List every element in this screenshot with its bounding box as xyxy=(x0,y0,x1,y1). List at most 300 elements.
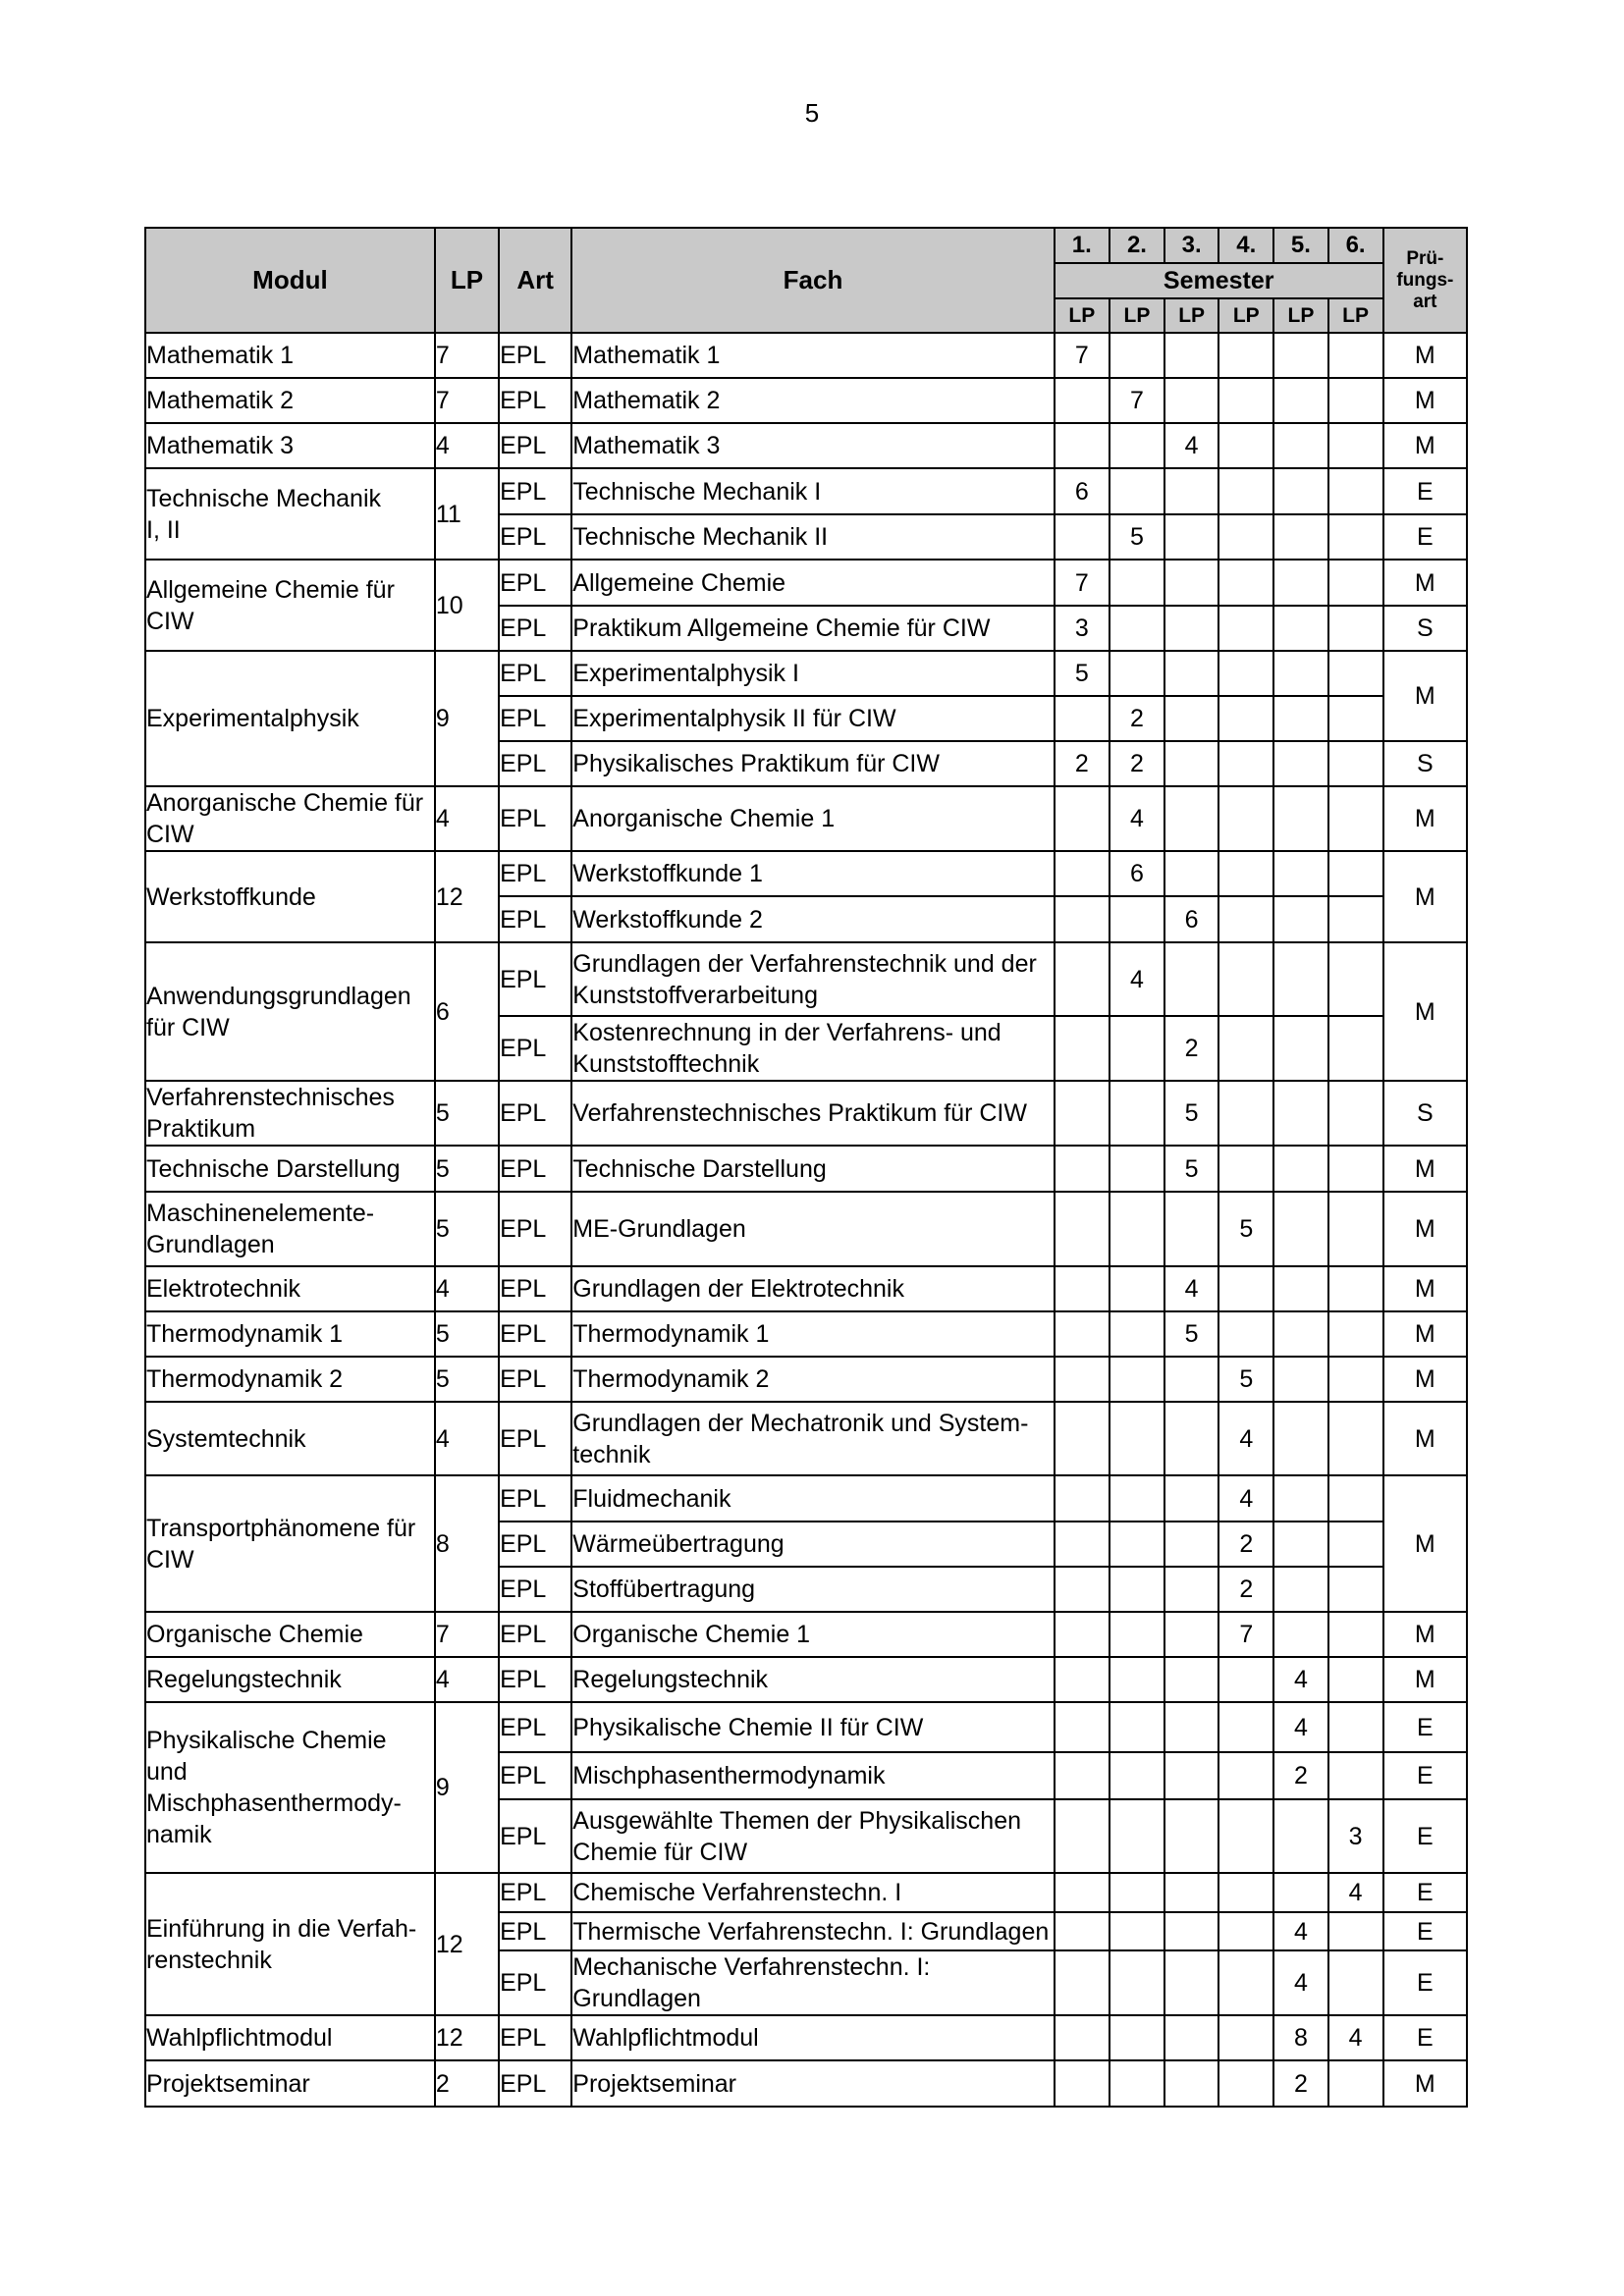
table-row xyxy=(145,333,1467,378)
modul-cell: Physikalische Chemie und Mischphasenthermody- namik xyxy=(145,1702,435,1873)
semester-lp-cell xyxy=(1055,851,1110,896)
semester-lp-cell xyxy=(1273,560,1327,606)
semester-lp-cell xyxy=(1273,606,1327,651)
semester-lp-cell: 7 xyxy=(1218,1612,1273,1657)
table-row xyxy=(145,1146,1467,1192)
header-semester-number: 6. xyxy=(1328,228,1383,263)
semester-lp-cell xyxy=(1164,1752,1218,1799)
semester-lp-cell xyxy=(1328,468,1383,514)
semester-lp-cell xyxy=(1328,1311,1383,1357)
pruefungsart-cell: E xyxy=(1383,1950,1467,2015)
semester-lp-cell xyxy=(1273,696,1327,741)
semester-lp-cell xyxy=(1218,651,1273,696)
semester-lp-cell xyxy=(1273,333,1327,378)
art-cell: EPL xyxy=(499,1402,571,1475)
semester-lp-cell: 5 xyxy=(1218,1192,1273,1266)
semester-lp-cell: 4 xyxy=(1164,1266,1218,1311)
fach-cell: Grundlagen der Verfahrenstechnik und der Kunststoffverarbeitung xyxy=(571,942,1054,1016)
table-row xyxy=(145,1475,1467,1522)
semester-lp-cell: 4 xyxy=(1164,423,1218,468)
semester-lp-cell xyxy=(1055,1702,1110,1752)
modul-lp-cell: 4 xyxy=(435,1402,499,1475)
semester-lp-cell xyxy=(1055,1081,1110,1146)
fach-cell: Thermische Verfahrenstechn. I: Grundlagen xyxy=(571,1912,1054,1950)
table-row xyxy=(145,1873,1467,1912)
semester-lp-cell xyxy=(1110,1402,1164,1475)
semester-lp-cell xyxy=(1273,786,1327,851)
semester-lp-cell xyxy=(1328,741,1383,786)
semester-lp-cell xyxy=(1110,1266,1164,1311)
semester-lp-cell: 2 xyxy=(1110,741,1164,786)
semester-lp-cell xyxy=(1218,1266,1273,1311)
modul-lp-cell: 12 xyxy=(435,2015,499,2060)
modul-cell: Thermodynamik 2 xyxy=(145,1357,435,1402)
modul-lp-cell: 6 xyxy=(435,942,499,1081)
semester-lp-cell xyxy=(1328,896,1383,942)
table-row xyxy=(145,1081,1467,1146)
semester-lp-cell xyxy=(1055,1402,1110,1475)
art-cell: EPL xyxy=(499,1752,571,1799)
modul-lp-cell: 4 xyxy=(435,1266,499,1311)
semester-lp-cell: 7 xyxy=(1110,378,1164,423)
semester-lp-cell xyxy=(1055,1912,1110,1950)
pruefungsart-cell: E xyxy=(1383,1799,1467,1873)
semester-lp-cell xyxy=(1328,514,1383,560)
semester-lp-cell: 4 xyxy=(1328,2015,1383,2060)
modul-cell: Organische Chemie xyxy=(145,1612,435,1657)
semester-lp-cell xyxy=(1218,896,1273,942)
semester-lp-cell xyxy=(1218,468,1273,514)
fach-cell: Mechanische Verfahrenstechn. I: Grundlagen xyxy=(571,1950,1054,2015)
semester-lp-cell: 4 xyxy=(1110,786,1164,851)
fach-cell: Grundlagen der Mechatronik und System- technik xyxy=(571,1402,1054,1475)
pruefungsart-cell: M xyxy=(1383,1657,1467,1702)
art-cell: EPL xyxy=(499,2015,571,2060)
modul-lp-cell: 10 xyxy=(435,560,499,651)
art-cell: EPL xyxy=(499,1702,571,1752)
semester-lp-cell xyxy=(1055,1567,1110,1612)
semester-lp-cell xyxy=(1273,1402,1327,1475)
art-cell: EPL xyxy=(499,851,571,896)
semester-lp-cell xyxy=(1055,1522,1110,1567)
semester-lp-cell: 4 xyxy=(1328,1873,1383,1912)
semester-lp-cell: 6 xyxy=(1055,468,1110,514)
semester-lp-cell xyxy=(1218,1311,1273,1357)
header-semester-lp: LP xyxy=(1110,298,1164,333)
table-row xyxy=(145,1657,1467,1702)
art-cell: EPL xyxy=(499,1081,571,1146)
semester-lp-cell: 5 xyxy=(1164,1146,1218,1192)
semester-lp-cell xyxy=(1328,1752,1383,1799)
semester-lp-cell: 4 xyxy=(1218,1475,1273,1522)
semester-lp-cell xyxy=(1328,606,1383,651)
modul-cell: Mathematik 2 xyxy=(145,378,435,423)
semester-lp-cell: 5 xyxy=(1164,1311,1218,1357)
pruefungsart-cell: E xyxy=(1383,1912,1467,1950)
modul-lp-cell: 5 xyxy=(435,1081,499,1146)
semester-lp-cell xyxy=(1273,1873,1327,1912)
semester-lp-cell xyxy=(1164,1402,1218,1475)
modul-cell: Projektseminar xyxy=(145,2060,435,2107)
semester-lp-cell xyxy=(1218,1799,1273,1873)
table-body xyxy=(145,333,1467,2107)
header-semester-lp: LP xyxy=(1164,298,1218,333)
semester-lp-cell xyxy=(1110,333,1164,378)
fach-cell: Mischphasenthermodynamik xyxy=(571,1752,1054,1799)
semester-lp-cell xyxy=(1218,942,1273,1016)
modul-lp-cell: 8 xyxy=(435,1475,499,1612)
modul-cell: Wahlpflichtmodul xyxy=(145,2015,435,2060)
semester-lp-cell xyxy=(1273,514,1327,560)
fach-cell: Werkstoffkunde 2 xyxy=(571,896,1054,942)
semester-lp-cell: 2 xyxy=(1110,696,1164,741)
semester-lp-cell: 5 xyxy=(1218,1357,1273,1402)
table-row xyxy=(145,1357,1467,1402)
semester-lp-cell xyxy=(1055,1657,1110,1702)
semester-lp-cell xyxy=(1110,1081,1164,1146)
semester-lp-cell xyxy=(1328,423,1383,468)
semester-lp-cell xyxy=(1164,560,1218,606)
table-row xyxy=(145,786,1467,851)
semester-lp-cell xyxy=(1164,333,1218,378)
semester-lp-cell xyxy=(1328,1357,1383,1402)
semester-lp-cell xyxy=(1055,2015,1110,2060)
semester-lp-cell xyxy=(1110,1475,1164,1522)
semester-lp-cell xyxy=(1273,1612,1327,1657)
fach-cell: ME-Grundlagen xyxy=(571,1192,1054,1266)
semester-lp-cell: 2 xyxy=(1164,1016,1218,1081)
semester-lp-cell xyxy=(1218,514,1273,560)
semester-lp-cell xyxy=(1273,378,1327,423)
pruefungsart-cell: M xyxy=(1383,1192,1467,1266)
semester-lp-cell xyxy=(1218,696,1273,741)
semester-lp-cell xyxy=(1055,423,1110,468)
header-semester-lp: LP xyxy=(1273,298,1327,333)
header-semester-lp: LP xyxy=(1218,298,1273,333)
table-row xyxy=(145,1402,1467,1475)
header-semester-number: 2. xyxy=(1110,228,1164,263)
fach-cell: Organische Chemie 1 xyxy=(571,1612,1054,1657)
semester-lp-cell xyxy=(1110,1357,1164,1402)
fach-cell: Physikalisches Praktikum für CIW xyxy=(571,741,1054,786)
table-row xyxy=(145,1311,1467,1357)
semester-lp-cell xyxy=(1164,696,1218,741)
semester-lp-cell xyxy=(1273,896,1327,942)
modul-cell: Technische Mechanik I, II xyxy=(145,468,435,560)
pruefungsart-cell: M xyxy=(1383,1475,1467,1612)
pruefungsart-cell: M xyxy=(1383,1402,1467,1475)
semester-lp-cell xyxy=(1218,1081,1273,1146)
semester-lp-cell: 5 xyxy=(1055,651,1110,696)
art-cell: EPL xyxy=(499,423,571,468)
art-cell: EPL xyxy=(499,378,571,423)
semester-lp-cell xyxy=(1164,2015,1218,2060)
semester-lp-cell xyxy=(1055,1146,1110,1192)
semester-lp-cell xyxy=(1055,514,1110,560)
semester-lp-cell xyxy=(1164,1873,1218,1912)
semester-lp-cell xyxy=(1110,1567,1164,1612)
semester-lp-cell xyxy=(1164,1950,1218,2015)
semester-lp-cell xyxy=(1218,1950,1273,2015)
semester-lp-cell xyxy=(1273,1357,1327,1402)
header-semester-number: 1. xyxy=(1055,228,1110,263)
modul-cell: Anwendungsgrundlagen für CIW xyxy=(145,942,435,1081)
semester-lp-cell: 7 xyxy=(1055,333,1110,378)
semester-lp-cell xyxy=(1164,514,1218,560)
semester-lp-cell xyxy=(1164,1912,1218,1950)
modul-cell: Werkstoffkunde xyxy=(145,851,435,942)
modul-lp-cell: 9 xyxy=(435,651,499,786)
fach-cell: Stoffübertragung xyxy=(571,1567,1054,1612)
semester-lp-cell xyxy=(1218,378,1273,423)
header-semester-lp: LP xyxy=(1328,298,1383,333)
fach-cell: Experimentalphysik II für CIW xyxy=(571,696,1054,741)
modul-lp-cell: 9 xyxy=(435,1702,499,1873)
semester-lp-cell xyxy=(1328,1402,1383,1475)
modul-cell: Mathematik 1 xyxy=(145,333,435,378)
semester-lp-cell xyxy=(1055,1266,1110,1311)
art-cell: EPL xyxy=(499,651,571,696)
pruefungsart-cell: M xyxy=(1383,1357,1467,1402)
fach-cell: Allgemeine Chemie xyxy=(571,560,1054,606)
modul-lp-cell: 12 xyxy=(435,1873,499,2015)
semester-lp-cell xyxy=(1328,942,1383,1016)
curriculum-table xyxy=(144,227,1468,2108)
semester-lp-cell: 5 xyxy=(1110,514,1164,560)
semester-lp-cell xyxy=(1055,1192,1110,1266)
semester-lp-cell xyxy=(1055,1799,1110,1873)
semester-lp-cell xyxy=(1110,468,1164,514)
table-row xyxy=(145,560,1467,606)
fach-cell: Thermodynamik 1 xyxy=(571,1311,1054,1357)
semester-lp-cell xyxy=(1110,1612,1164,1657)
semester-lp-cell xyxy=(1164,741,1218,786)
art-cell: EPL xyxy=(499,896,571,942)
semester-lp-cell xyxy=(1164,851,1218,896)
semester-lp-cell: 8 xyxy=(1273,2015,1327,2060)
table-row xyxy=(145,423,1467,468)
fach-cell: Technische Mechanik II xyxy=(571,514,1054,560)
art-cell: EPL xyxy=(499,786,571,851)
pruefungsart-cell: E xyxy=(1383,1873,1467,1912)
pruefungsart-cell: M xyxy=(1383,1146,1467,1192)
semester-lp-cell: 4 xyxy=(1273,1657,1327,1702)
semester-lp-cell xyxy=(1328,1146,1383,1192)
semester-lp-cell: 3 xyxy=(1055,606,1110,651)
modul-lp-cell: 5 xyxy=(435,1146,499,1192)
art-cell: EPL xyxy=(499,1567,571,1612)
semester-lp-cell xyxy=(1110,1522,1164,1567)
pruefungsart-cell: M xyxy=(1383,1612,1467,1657)
table-row xyxy=(145,2015,1467,2060)
semester-lp-cell xyxy=(1055,1873,1110,1912)
table-row xyxy=(145,468,1467,514)
modul-cell: Einführung in die Verfah- renstechnik xyxy=(145,1873,435,2015)
art-cell: EPL xyxy=(499,1266,571,1311)
semester-lp-cell xyxy=(1273,468,1327,514)
modul-cell: Technische Darstellung xyxy=(145,1146,435,1192)
semester-lp-cell xyxy=(1273,1311,1327,1357)
semester-lp-cell xyxy=(1110,423,1164,468)
semester-lp-cell xyxy=(1164,468,1218,514)
table-header xyxy=(145,228,1467,333)
semester-lp-cell: 4 xyxy=(1273,1912,1327,1950)
semester-lp-cell xyxy=(1164,1522,1218,1567)
semester-lp-cell xyxy=(1110,896,1164,942)
fach-cell: Physikalische Chemie II für CIW xyxy=(571,1702,1054,1752)
pruefungsart-cell: E xyxy=(1383,1702,1467,1752)
semester-lp-cell xyxy=(1328,378,1383,423)
semester-lp-cell xyxy=(1273,1475,1327,1522)
semester-lp-cell xyxy=(1328,1950,1383,2015)
semester-lp-cell xyxy=(1273,423,1327,468)
semester-lp-cell xyxy=(1055,1475,1110,1522)
header-semester-number: 5. xyxy=(1273,228,1327,263)
semester-lp-cell xyxy=(1273,851,1327,896)
pruefungsart-cell: S xyxy=(1383,1081,1467,1146)
fach-cell: Praktikum Allgemeine Chemie für CIW xyxy=(571,606,1054,651)
pruefungsart-cell: M xyxy=(1383,651,1467,741)
semester-lp-cell xyxy=(1110,2060,1164,2107)
fach-cell: Technische Mechanik I xyxy=(571,468,1054,514)
semester-lp-cell xyxy=(1110,1873,1164,1912)
header-semester-number: 4. xyxy=(1218,228,1273,263)
semester-lp-cell xyxy=(1218,851,1273,896)
semester-lp-cell xyxy=(1273,1266,1327,1311)
semester-lp-cell xyxy=(1328,1266,1383,1311)
semester-lp-cell xyxy=(1328,1612,1383,1657)
semester-lp-cell xyxy=(1273,1192,1327,1266)
pruefungsart-cell: M xyxy=(1383,1311,1467,1357)
modul-lp-cell: 5 xyxy=(435,1311,499,1357)
modul-cell: Systemtechnik xyxy=(145,1402,435,1475)
semester-lp-cell xyxy=(1055,1311,1110,1357)
semester-lp-cell xyxy=(1218,1912,1273,1950)
semester-lp-cell xyxy=(1218,741,1273,786)
semester-lp-cell: 4 xyxy=(1273,1950,1327,2015)
fach-cell: Grundlagen der Elektrotechnik xyxy=(571,1266,1054,1311)
pruefungsart-cell: M xyxy=(1383,2060,1467,2107)
table-row xyxy=(145,851,1467,896)
modul-lp-cell: 11 xyxy=(435,468,499,560)
fach-cell: Anorganische Chemie 1 xyxy=(571,786,1054,851)
semester-lp-cell xyxy=(1055,1950,1110,2015)
semester-lp-cell xyxy=(1055,378,1110,423)
semester-lp-cell: 4 xyxy=(1218,1402,1273,1475)
fach-cell: Fluidmechanik xyxy=(571,1475,1054,1522)
semester-lp-cell xyxy=(1218,1752,1273,1799)
semester-lp-cell xyxy=(1273,1081,1327,1146)
table-row xyxy=(145,1702,1467,1752)
semester-lp-cell xyxy=(1164,1357,1218,1402)
pruefungsart-cell: E xyxy=(1383,2015,1467,2060)
semester-lp-cell xyxy=(1273,1522,1327,1567)
modul-lp-cell: 2 xyxy=(435,2060,499,2107)
pruefungsart-cell: M xyxy=(1383,378,1467,423)
semester-lp-cell xyxy=(1055,1357,1110,1402)
semester-lp-cell: 7 xyxy=(1055,560,1110,606)
art-cell: EPL xyxy=(499,1311,571,1357)
semester-lp-cell xyxy=(1218,786,1273,851)
modul-cell: Experimentalphysik xyxy=(145,651,435,786)
semester-lp-cell xyxy=(1328,1912,1383,1950)
semester-lp-cell: 5 xyxy=(1164,1081,1218,1146)
fach-cell: Ausgewählte Themen der Physikalischen Chemie für CIW xyxy=(571,1799,1054,1873)
semester-lp-cell xyxy=(1164,1799,1218,1873)
art-cell: EPL xyxy=(499,1950,571,2015)
modul-lp-cell: 12 xyxy=(435,851,499,942)
semester-lp-cell: 2 xyxy=(1273,2060,1327,2107)
modul-lp-cell: 4 xyxy=(435,786,499,851)
semester-lp-cell xyxy=(1110,1192,1164,1266)
semester-lp-cell: 3 xyxy=(1328,1799,1383,1873)
semester-lp-cell xyxy=(1218,2060,1273,2107)
semester-lp-cell xyxy=(1328,560,1383,606)
pruefungsart-cell: E xyxy=(1383,514,1467,560)
semester-lp-cell xyxy=(1218,1873,1273,1912)
fach-cell: Experimentalphysik I xyxy=(571,651,1054,696)
header-art: Art xyxy=(499,228,571,333)
semester-lp-cell xyxy=(1328,1567,1383,1612)
pruefungsart-cell: M xyxy=(1383,560,1467,606)
semester-lp-cell xyxy=(1328,2060,1383,2107)
semester-lp-cell: 6 xyxy=(1164,896,1218,942)
modul-lp-cell: 5 xyxy=(435,1192,499,1266)
semester-lp-cell xyxy=(1055,942,1110,1016)
semester-lp-cell xyxy=(1164,1657,1218,1702)
art-cell: EPL xyxy=(499,333,571,378)
fach-cell: Chemische Verfahrenstechn. I xyxy=(571,1873,1054,1912)
semester-lp-cell xyxy=(1328,1081,1383,1146)
art-cell: EPL xyxy=(499,2060,571,2107)
modul-cell: Allgemeine Chemie für CIW xyxy=(145,560,435,651)
modul-lp-cell: 5 xyxy=(435,1357,499,1402)
modul-lp-cell: 7 xyxy=(435,378,499,423)
semester-lp-cell xyxy=(1218,1657,1273,1702)
semester-lp-cell xyxy=(1328,651,1383,696)
semester-lp-cell xyxy=(1164,2060,1218,2107)
art-cell: EPL xyxy=(499,1612,571,1657)
header-fach: Fach xyxy=(571,228,1054,333)
pruefungsart-cell: S xyxy=(1383,606,1467,651)
semester-lp-cell xyxy=(1110,2015,1164,2060)
semester-lp-cell xyxy=(1055,1612,1110,1657)
semester-lp-cell xyxy=(1110,1702,1164,1752)
semester-lp-cell xyxy=(1328,786,1383,851)
table-row xyxy=(145,2060,1467,2107)
semester-lp-cell xyxy=(1218,1702,1273,1752)
semester-lp-cell xyxy=(1164,606,1218,651)
semester-lp-cell xyxy=(1218,560,1273,606)
semester-lp-cell xyxy=(1273,651,1327,696)
fach-cell: Verfahrenstechnisches Praktikum für CIW xyxy=(571,1081,1054,1146)
table-row xyxy=(145,378,1467,423)
semester-lp-cell: 2 xyxy=(1273,1752,1327,1799)
page-number: 5 xyxy=(804,98,820,128)
semester-lp-cell xyxy=(1110,1146,1164,1192)
semester-lp-cell xyxy=(1110,1950,1164,2015)
semester-lp-cell xyxy=(1328,696,1383,741)
art-cell: EPL xyxy=(499,1192,571,1266)
fach-cell: Regelungstechnik xyxy=(571,1657,1054,1702)
modul-cell: Verfahrenstechnisches Praktikum xyxy=(145,1081,435,1146)
semester-lp-cell: 4 xyxy=(1273,1702,1327,1752)
pruefungsart-cell: M xyxy=(1383,786,1467,851)
semester-lp-cell xyxy=(1328,333,1383,378)
table-row xyxy=(145,651,1467,696)
art-cell: EPL xyxy=(499,1357,571,1402)
art-cell: EPL xyxy=(499,606,571,651)
